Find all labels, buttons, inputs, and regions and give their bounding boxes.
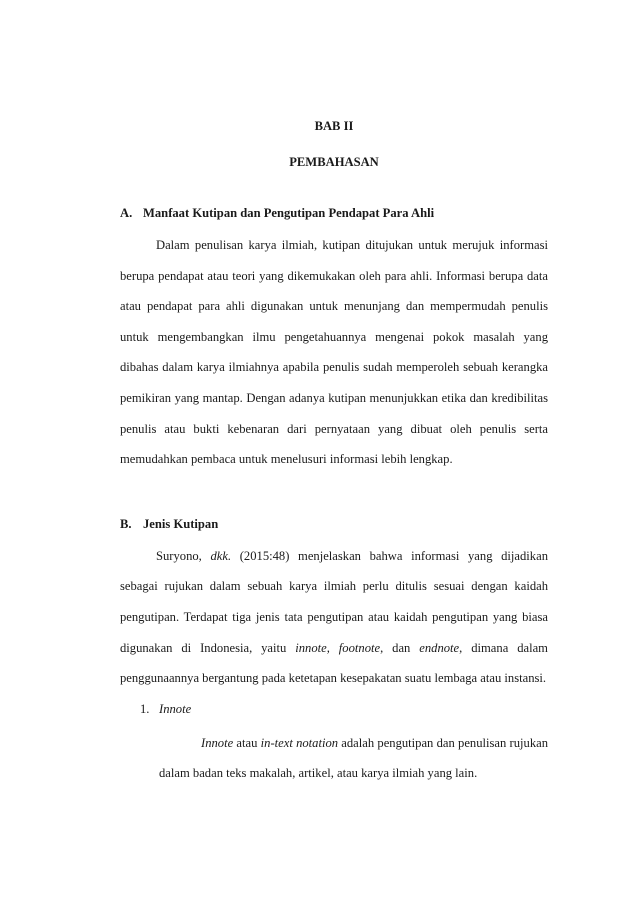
chapter-label: BAB II xyxy=(314,119,354,133)
innote-italic-1: Innote xyxy=(201,735,234,750)
list-item-number: 1. xyxy=(140,701,150,716)
section-b-heading xyxy=(120,515,548,533)
section-b-text-4: , dimana dalam penggunaannya bergantung pada ketetapan kesepakatan suatu lembaga atau instansi. xyxy=(120,640,548,686)
section-b-text-3: , dan xyxy=(380,640,420,655)
innote-italic-2: in-text notation xyxy=(260,735,339,750)
list-item-title: Innote xyxy=(159,701,192,716)
chapter-title: PEMBAHASAN xyxy=(289,155,379,169)
list-item-innote xyxy=(140,698,548,720)
section-a-title: Manfaat Kutipan dan Pengutipan Pendapat Para Ahli xyxy=(143,206,435,220)
section-b-text-1: Suryono, xyxy=(156,548,211,563)
section-b-italic-3: endnote xyxy=(419,640,460,655)
section-b-title: Jenis Kutipan xyxy=(143,516,219,531)
innote-text-2: adalah pengutipan dan penulisan rujukan dalam badan teks makalah, artikel, atau karya ilmiah yang lain. xyxy=(159,735,548,781)
section-b-italic-2: innote, footnote xyxy=(295,640,381,655)
section-b-text-2: (2015:48) menjelaskan bahwa informasi yang dijadikan sebagai rujukan dalam sebuah karya ilmiah perlu ditulis sesuai dengan kaidah pengutipan. Terdapat tiga jenis tata pengutipan atau kaidah pengutipan yang biasa digunakan di Indonesia, yaitu xyxy=(120,548,548,655)
section-a-paragraph xyxy=(120,230,548,475)
innote-text-1: atau xyxy=(233,735,261,750)
section-a-number: A. xyxy=(120,206,133,220)
section-a-heading xyxy=(120,204,548,222)
section-a-paragraph-text: Dalam penulisan karya ilmiah, kutipan ditujukan untuk merujuk informasi berupa pendapat atau teori yang dikemukakan oleh para ahli. Informasi berupa data atau pendapat para ahli digunakan untuk menunjang dan mempermudah penulis untuk mengembangkan ilmu pengetahuannya mengenai pokok masalah yang dibahas dalam karya ilmiahnya apabila penulis sudah memperoleh sebuah kerangka pemikiran yang mantap. Dengan adanya kutipan menunjukkan etika dan kredibilitas penulis atau bukti kebenaran dari pernyataan yang dibuat oleh penulis serta memudahkan pembaca untuk menelusuri informasi lebih lengkap. xyxy=(120,238,548,467)
innote-paragraph xyxy=(159,728,548,789)
section-b-paragraph xyxy=(120,541,548,694)
section-b-number: B. xyxy=(120,516,132,531)
section-b-italic-1: dkk. xyxy=(210,548,232,563)
